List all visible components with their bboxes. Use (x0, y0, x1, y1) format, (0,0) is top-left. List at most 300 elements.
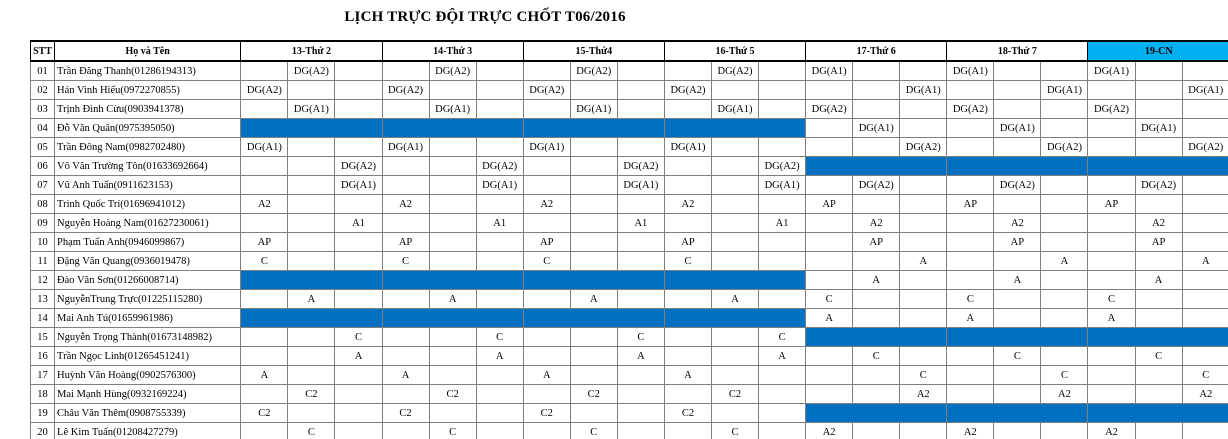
shift-cell (617, 290, 664, 309)
shift-cell (711, 81, 758, 100)
shift-cell (476, 61, 523, 81)
shift-cell (570, 157, 617, 176)
shift-cell (476, 423, 523, 439)
shift-cell (900, 176, 947, 195)
shift-cell: DG(A1) (759, 176, 806, 195)
shift-cell (476, 81, 523, 100)
shift-cell: DG(A2) (947, 100, 994, 119)
off-duty-block (664, 271, 805, 290)
member-name: Phạm Tuấn Anh(0946099867) (55, 233, 241, 252)
shift-cell: C (806, 290, 853, 309)
table-row (31, 119, 1228, 138)
shift-cell: A (994, 271, 1041, 290)
shift-cell (1135, 61, 1182, 81)
member-name: Trần Đăng Thanh(01286194313) (55, 61, 241, 81)
shift-cell (853, 309, 900, 328)
shift-cell (759, 233, 806, 252)
shift-cell (711, 233, 758, 252)
shift-cell: DG(A1) (523, 138, 570, 157)
shift-cell (241, 328, 288, 347)
table-row (31, 233, 1228, 252)
row-number: 06 (31, 157, 55, 176)
shift-cell: DG(A2) (664, 81, 711, 100)
name-header: Họ và Tên (55, 41, 241, 61)
shift-cell (1041, 214, 1088, 233)
shift-cell (759, 195, 806, 214)
shift-cell (759, 404, 806, 423)
row-number: 05 (31, 138, 55, 157)
shift-cell (570, 195, 617, 214)
table-row (31, 214, 1228, 233)
shift-cell (523, 385, 570, 404)
row-number: 08 (31, 195, 55, 214)
shift-cell (335, 252, 382, 271)
shift-cell (1088, 176, 1135, 195)
table-row (31, 423, 1228, 439)
shift-cell (664, 385, 711, 404)
shift-cell: A (570, 290, 617, 309)
table-row (31, 61, 1228, 81)
shift-cell: AP (382, 233, 429, 252)
shift-cell (900, 309, 947, 328)
shift-cell (1088, 252, 1135, 271)
table-row (31, 195, 1228, 214)
shift-cell (711, 214, 758, 233)
shift-cell: A (288, 290, 335, 309)
shift-cell: C (664, 252, 711, 271)
shift-cell: DG(A1) (288, 100, 335, 119)
shift-cell (1135, 138, 1182, 157)
shift-cell: C (947, 290, 994, 309)
row-number: 12 (31, 271, 55, 290)
shift-cell (617, 423, 664, 439)
shift-cell (335, 404, 382, 423)
shift-cell (711, 366, 758, 385)
shift-cell: C2 (382, 404, 429, 423)
shift-cell: DG(A2) (711, 61, 758, 81)
row-number: 14 (31, 309, 55, 328)
shift-cell (382, 347, 429, 366)
shift-cell: A2 (664, 195, 711, 214)
table-row (31, 385, 1228, 404)
shift-cell (1182, 233, 1228, 252)
row-number: 16 (31, 347, 55, 366)
shift-cell (759, 100, 806, 119)
shift-cell (947, 214, 994, 233)
shift-cell (853, 61, 900, 81)
shift-cell: DG(A2) (335, 157, 382, 176)
shift-cell (1041, 309, 1088, 328)
row-number: 18 (31, 385, 55, 404)
shift-cell (476, 252, 523, 271)
shift-cell: DG(A2) (570, 61, 617, 81)
shift-cell (664, 176, 711, 195)
shift-cell: C2 (523, 404, 570, 423)
shift-cell (1041, 195, 1088, 214)
shift-cell: DG(A1) (947, 61, 994, 81)
shift-cell (900, 423, 947, 439)
shift-cell (476, 195, 523, 214)
shift-cell (806, 366, 853, 385)
member-name: Lê Kim Tuấn(01208427279) (55, 423, 241, 439)
shift-cell: DG(A1) (1088, 61, 1135, 81)
off-duty-block (523, 119, 664, 138)
shift-cell (429, 328, 476, 347)
shift-cell (1088, 119, 1135, 138)
shift-cell (900, 100, 947, 119)
shift-cell (617, 385, 664, 404)
shift-cell: DG(A2) (853, 176, 900, 195)
shift-cell (1088, 81, 1135, 100)
shift-cell (1135, 195, 1182, 214)
shift-cell (806, 385, 853, 404)
shift-cell: DG(A2) (476, 157, 523, 176)
stt-header: STT (31, 41, 55, 61)
shift-cell (288, 233, 335, 252)
shift-cell (476, 366, 523, 385)
shift-cell (806, 347, 853, 366)
shift-cell (759, 423, 806, 439)
shift-cell (429, 252, 476, 271)
shift-cell: C2 (711, 385, 758, 404)
shift-cell: C (570, 423, 617, 439)
shift-cell: A (1182, 252, 1228, 271)
shift-cell (429, 176, 476, 195)
shift-cell: C (853, 347, 900, 366)
shift-cell (429, 138, 476, 157)
shift-cell (664, 157, 711, 176)
shift-cell (994, 138, 1041, 157)
shift-cell (900, 195, 947, 214)
shift-cell: A1 (759, 214, 806, 233)
shift-cell (1182, 195, 1228, 214)
shift-cell: DG(A1) (1182, 81, 1228, 100)
shift-cell (994, 81, 1041, 100)
shift-cell (335, 61, 382, 81)
shift-cell: C2 (664, 404, 711, 423)
shift-cell (288, 157, 335, 176)
table-row (31, 347, 1228, 366)
shift-cell (476, 290, 523, 309)
member-name: Nguyễn Hoàng Nam(01627230061) (55, 214, 241, 233)
off-duty-block (806, 328, 947, 347)
shift-cell (241, 214, 288, 233)
shift-cell (241, 290, 288, 309)
shift-cell (1135, 366, 1182, 385)
shift-cell (853, 366, 900, 385)
shift-cell: DG(A1) (335, 176, 382, 195)
shift-cell: A (900, 252, 947, 271)
shift-cell (853, 195, 900, 214)
row-number: 13 (31, 290, 55, 309)
shift-cell: A1 (617, 214, 664, 233)
shift-cell (1088, 366, 1135, 385)
shift-cell (570, 347, 617, 366)
table-row (31, 271, 1228, 290)
shift-cell: A2 (994, 214, 1041, 233)
shift-cell (759, 290, 806, 309)
off-duty-block (1088, 157, 1228, 176)
shift-cell (994, 61, 1041, 81)
row-number: 15 (31, 328, 55, 347)
shift-cell (570, 328, 617, 347)
shift-cell: C (335, 328, 382, 347)
shift-cell (241, 423, 288, 439)
table-row (31, 252, 1228, 271)
shift-cell: C (900, 366, 947, 385)
shift-cell (853, 423, 900, 439)
shift-cell: AP (806, 195, 853, 214)
shift-cell (711, 347, 758, 366)
shift-cell (382, 100, 429, 119)
shift-cell (711, 176, 758, 195)
shift-cell (288, 195, 335, 214)
shift-cell (241, 385, 288, 404)
shift-cell (853, 100, 900, 119)
shift-cell (664, 328, 711, 347)
shift-cell (288, 404, 335, 423)
row-number: 09 (31, 214, 55, 233)
shift-cell (335, 233, 382, 252)
member-name: NguyễnTrung Trực(01225115280) (55, 290, 241, 309)
shift-cell: AP (241, 233, 288, 252)
member-name: Huỳnh Văn Hoàng(0902576300) (55, 366, 241, 385)
shift-cell (994, 290, 1041, 309)
shift-cell (429, 195, 476, 214)
shift-cell: A2 (1182, 385, 1228, 404)
shift-cell (617, 252, 664, 271)
table-row (31, 157, 1228, 176)
shift-cell (570, 366, 617, 385)
shift-cell (288, 366, 335, 385)
shift-cell (1182, 309, 1228, 328)
off-duty-block (664, 309, 805, 328)
shift-cell (617, 366, 664, 385)
shift-cell (853, 81, 900, 100)
shift-cell: A1 (335, 214, 382, 233)
shift-cell: A (241, 366, 288, 385)
shift-cell (523, 347, 570, 366)
shift-cell: DG(A1) (429, 100, 476, 119)
shift-cell (1041, 100, 1088, 119)
member-name: Trần Đông Nam(0982702480) (55, 138, 241, 157)
shift-cell (1182, 100, 1228, 119)
shift-cell (664, 100, 711, 119)
off-duty-block (382, 271, 523, 290)
shift-cell (288, 138, 335, 157)
shift-cell (1182, 176, 1228, 195)
shift-cell: DG(A1) (900, 81, 947, 100)
shift-cell (711, 404, 758, 423)
shift-cell: C (711, 423, 758, 439)
shift-cell: DG(A2) (1088, 100, 1135, 119)
shift-cell: DG(A1) (570, 100, 617, 119)
header-row (31, 41, 1228, 61)
shift-cell (900, 290, 947, 309)
shift-cell (570, 404, 617, 423)
shift-cell (241, 347, 288, 366)
shift-cell (947, 119, 994, 138)
shift-cell: C (994, 347, 1041, 366)
shift-cell (994, 252, 1041, 271)
row-number: 03 (31, 100, 55, 119)
shift-cell: C2 (570, 385, 617, 404)
day-header-1: 13-Thứ 2 (241, 41, 382, 61)
shift-cell (1088, 385, 1135, 404)
shift-cell (853, 252, 900, 271)
shift-cell (288, 214, 335, 233)
shift-cell: C (429, 423, 476, 439)
shift-cell (1182, 61, 1228, 81)
shift-cell: A (711, 290, 758, 309)
shift-cell (1182, 271, 1228, 290)
shift-cell: DG(A1) (382, 138, 429, 157)
shift-cell (382, 157, 429, 176)
shift-cell (335, 423, 382, 439)
shift-cell (617, 100, 664, 119)
shift-cell (382, 328, 429, 347)
shift-cell (759, 366, 806, 385)
shift-cell (759, 61, 806, 81)
shift-cell (994, 100, 1041, 119)
shift-cell: C (1182, 366, 1228, 385)
shift-cell: A2 (806, 423, 853, 439)
shift-cell (523, 328, 570, 347)
shift-cell (382, 290, 429, 309)
off-duty-block (1088, 404, 1228, 423)
shift-cell: A (429, 290, 476, 309)
shift-cell (900, 271, 947, 290)
member-name: Nguyễn Trọng Thành(01673148982) (55, 328, 241, 347)
shift-cell (523, 61, 570, 81)
shift-cell (664, 347, 711, 366)
shift-cell: A2 (1088, 423, 1135, 439)
shift-cell: A2 (241, 195, 288, 214)
shift-cell: AP (1088, 195, 1135, 214)
shift-cell (476, 233, 523, 252)
shift-cell (853, 138, 900, 157)
off-duty-block (806, 404, 947, 423)
shift-cell (617, 404, 664, 423)
shift-cell (947, 347, 994, 366)
shift-cell: AP (523, 233, 570, 252)
shift-cell: A (1135, 271, 1182, 290)
shift-cell (382, 61, 429, 81)
shift-cell (570, 233, 617, 252)
shift-cell (335, 100, 382, 119)
shift-cell (664, 423, 711, 439)
shift-cell: C2 (288, 385, 335, 404)
off-duty-block (806, 157, 947, 176)
shift-cell: DG(A2) (1135, 176, 1182, 195)
shift-cell (947, 271, 994, 290)
off-duty-block (382, 119, 523, 138)
shift-cell: A (382, 366, 429, 385)
shift-cell (947, 176, 994, 195)
shift-cell: A (664, 366, 711, 385)
shift-cell (759, 81, 806, 100)
duty-roster-table (30, 40, 1228, 439)
shift-cell (853, 385, 900, 404)
shift-cell: C (476, 328, 523, 347)
shift-cell (1182, 290, 1228, 309)
shift-cell (1182, 119, 1228, 138)
shift-cell (570, 81, 617, 100)
shift-cell (1041, 290, 1088, 309)
shift-cell (853, 290, 900, 309)
shift-cell (947, 138, 994, 157)
shift-cell: DG(A2) (617, 157, 664, 176)
shift-cell (711, 195, 758, 214)
shift-cell (617, 81, 664, 100)
shift-cell: DG(A1) (617, 176, 664, 195)
shift-cell (241, 176, 288, 195)
shift-cell (382, 423, 429, 439)
off-duty-block (1088, 328, 1228, 347)
table-row (31, 404, 1228, 423)
member-name: Hán Vinh Hiếu(0972270855) (55, 81, 241, 100)
shift-cell (1041, 233, 1088, 252)
shift-cell (994, 385, 1041, 404)
shift-cell (1135, 385, 1182, 404)
shift-cell (759, 138, 806, 157)
shift-cell: C (241, 252, 288, 271)
shift-cell (711, 138, 758, 157)
shift-cell: AP (664, 233, 711, 252)
row-number: 20 (31, 423, 55, 439)
off-duty-block (241, 309, 382, 328)
shift-cell (1088, 347, 1135, 366)
shift-cell (429, 347, 476, 366)
shift-cell (476, 100, 523, 119)
row-number: 01 (31, 61, 55, 81)
shift-cell (429, 157, 476, 176)
shift-cell: DG(A1) (1041, 81, 1088, 100)
shift-cell (1041, 119, 1088, 138)
shift-cell (382, 214, 429, 233)
shift-cell: A (335, 347, 382, 366)
shift-cell (570, 214, 617, 233)
shift-cell: DG(A2) (382, 81, 429, 100)
shift-cell: A2 (947, 423, 994, 439)
member-name: Trịnh Đình Cừu(0903941378) (55, 100, 241, 119)
schedule-sheet (30, 40, 1228, 439)
shift-cell: DG(A1) (241, 138, 288, 157)
shift-cell: DG(A2) (806, 100, 853, 119)
shift-cell: C (1088, 290, 1135, 309)
shift-cell (806, 119, 853, 138)
shift-cell (617, 195, 664, 214)
shift-cell (947, 81, 994, 100)
shift-cell: A (1041, 252, 1088, 271)
member-name: Đỗ Văn Quân(0975395050) (55, 119, 241, 138)
member-name: Châu Văn Thêm(0908755339) (55, 404, 241, 423)
shift-cell (335, 366, 382, 385)
shift-cell: A1 (476, 214, 523, 233)
shift-cell: DG(A2) (1041, 138, 1088, 157)
shift-cell: AP (994, 233, 1041, 252)
shift-cell: C2 (429, 385, 476, 404)
shift-cell (1135, 290, 1182, 309)
table-row (31, 100, 1228, 119)
shift-cell (429, 404, 476, 423)
shift-cell: A2 (382, 195, 429, 214)
member-name: Mai Mạnh Hùng(0932169224) (55, 385, 241, 404)
shift-cell (523, 214, 570, 233)
day-header-6: 18-Thứ 7 (947, 41, 1088, 61)
shift-cell (900, 347, 947, 366)
off-duty-block (947, 404, 1088, 423)
